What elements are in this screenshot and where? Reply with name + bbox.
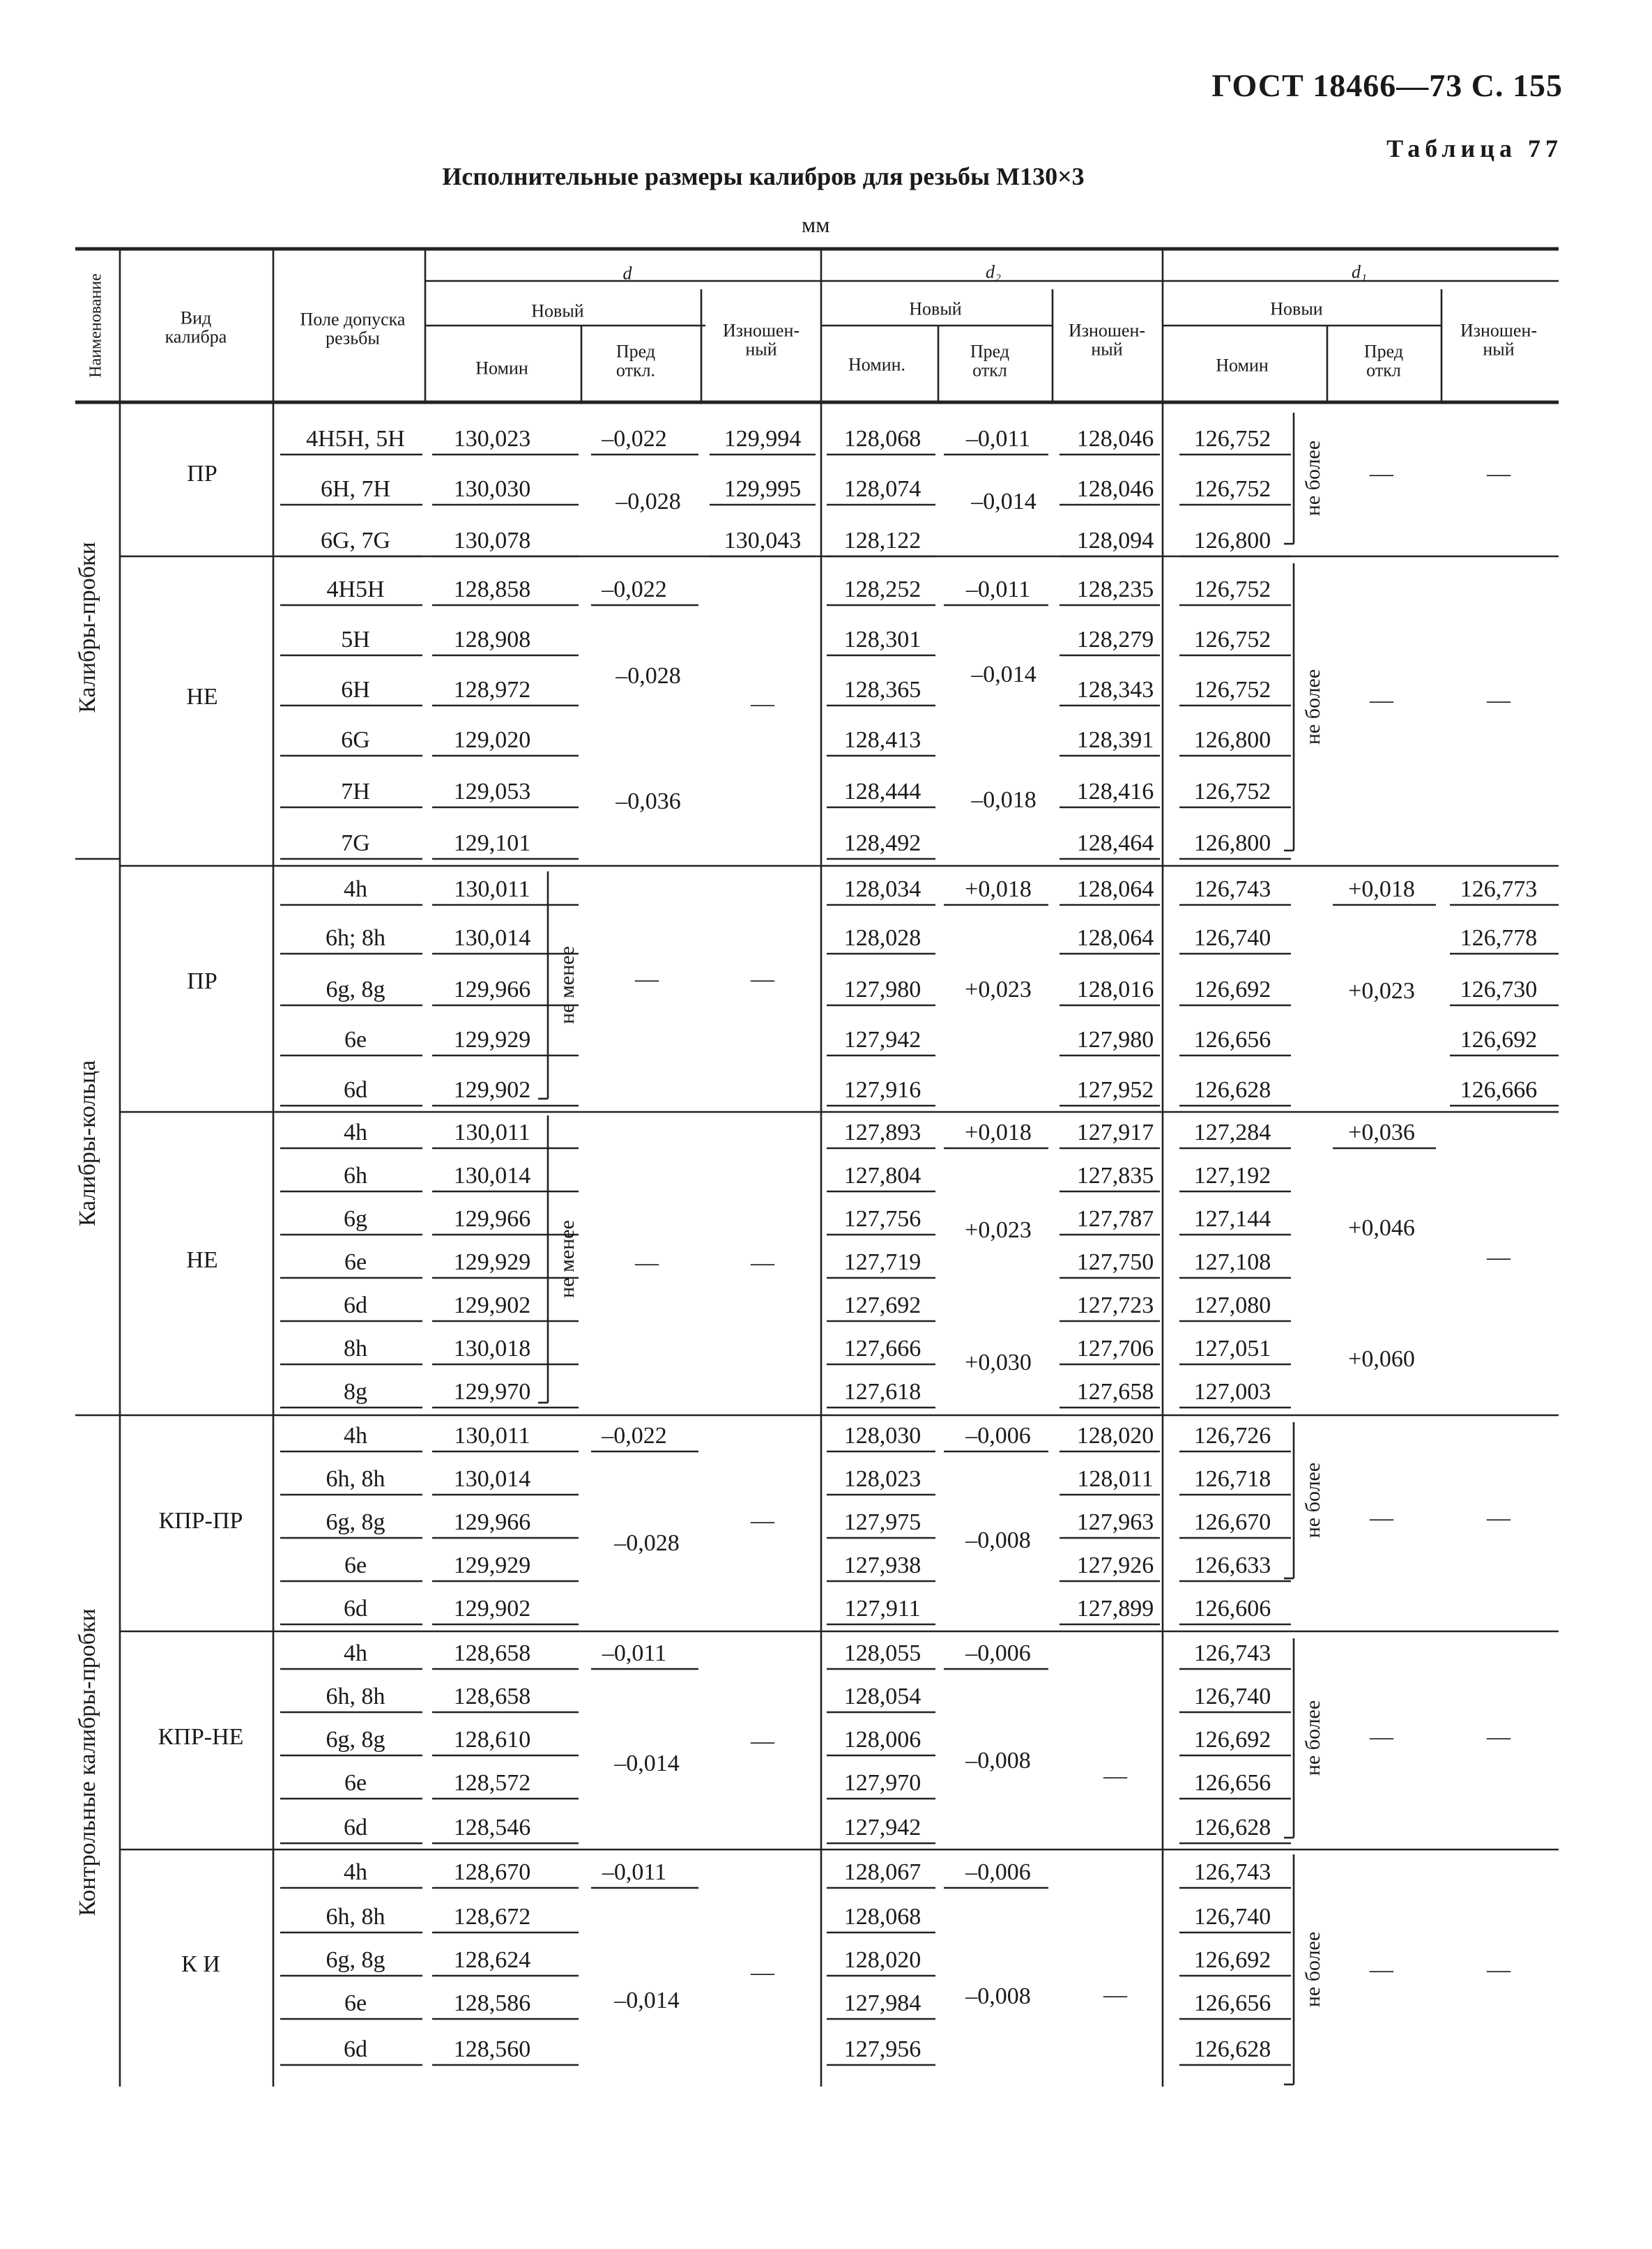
cell-d2-worn: 128,464: [1076, 830, 1154, 856]
group-plugs: Калибры-пробки: [75, 542, 100, 713]
cell-d-nominal: 128,670: [453, 1859, 531, 1885]
cell-d2-nominal: 127,970: [843, 1770, 921, 1796]
cell-d1-nominal: 126,670: [1193, 1509, 1271, 1535]
cell-d2-nominal: 128,252: [843, 577, 921, 602]
header-dev-d2: Пред откл: [970, 341, 1010, 381]
dash-cell: —: [751, 1960, 774, 1985]
cell-tolerance: 6G, 7G: [320, 528, 391, 554]
note-not-less: не менее: [556, 946, 579, 1024]
cell-d2-worn: 127,658: [1076, 1379, 1154, 1405]
cell-d1-worn: 126,730: [1460, 977, 1538, 1002]
cell-d-nominal: 130,011: [454, 1120, 530, 1145]
dash-cell: —: [1103, 1763, 1127, 1789]
cell-d2-worn: 127,952: [1076, 1077, 1154, 1103]
cell-tolerance: 4h: [344, 876, 367, 902]
cell-d-nominal: 129,929: [453, 1249, 531, 1275]
cell-d1-nominal: 126,752: [1193, 627, 1271, 653]
cell-d1-nominal: 126,718: [1193, 1466, 1271, 1492]
cell-d2-worn: 127,706: [1076, 1336, 1154, 1362]
header-tolerance: Поле допуска резьбы: [300, 309, 406, 349]
type-kpr-pr: КПР-ПР: [158, 1508, 243, 1534]
note-not-more: не более: [1301, 1931, 1324, 2008]
cell-d2-nominal: 127,916: [843, 1077, 921, 1103]
cell-d2-dev-merged: +0,023: [965, 977, 1032, 1002]
cell-tolerance: 4h: [344, 1640, 367, 1666]
dash-cell: —: [751, 1250, 774, 1276]
type-pr-plugs: ПР: [187, 461, 217, 487]
cell-d-nominal: 129,053: [453, 779, 531, 805]
cell-d1-dev-merged: +0,023: [1348, 978, 1415, 1004]
cell-d2-nominal: 128,020: [843, 1947, 921, 1973]
dash-cell: —: [1487, 1724, 1510, 1750]
header-d: d: [622, 263, 632, 284]
cell-tolerance: 6d: [344, 1815, 367, 1840]
cell-tolerance: 6h, 8h: [326, 1684, 385, 1709]
cell-d2-nominal: 128,444: [843, 779, 921, 805]
dash-cell: —: [1370, 687, 1393, 713]
cell-d-nominal: 129,902: [453, 1293, 531, 1318]
cell-tolerance: 6g, 8g: [326, 1947, 385, 1973]
cell-d-nominal: 129,902: [453, 1077, 531, 1103]
cell-tolerance: 6g, 8g: [326, 1509, 385, 1535]
cell-d1-nominal: 126,752: [1193, 677, 1271, 703]
cell-d1-nominal: 127,108: [1193, 1249, 1271, 1275]
cell-tolerance: 8h: [344, 1336, 367, 1362]
cell-d2-nominal: 128,006: [843, 1727, 921, 1753]
cell-d-nominal: 129,020: [453, 727, 531, 753]
cell-d1-nominal: 126,752: [1193, 426, 1271, 452]
cell-tolerance: 4H5H: [326, 577, 385, 602]
cell-d2-nominal: 128,055: [843, 1640, 921, 1666]
header-dev-d: Пред откл.: [615, 341, 656, 381]
cell-d2-worn: 127,835: [1076, 1163, 1154, 1189]
type-ki: К И: [181, 1951, 220, 1977]
cell-d-nominal: 130,011: [454, 1423, 530, 1449]
cell-d1-nominal: 127,284: [1193, 1120, 1271, 1145]
cell-d2-worn: 127,723: [1076, 1293, 1154, 1318]
cell-d-nominal: 130,011: [454, 876, 530, 902]
cell-d2-worn: 128,343: [1076, 677, 1154, 703]
cell-d-nominal: 128,908: [453, 627, 531, 653]
cell-tolerance: 6d: [344, 1596, 367, 1622]
cell-d1-nominal: 126,656: [1193, 1770, 1271, 1796]
cell-d2-nominal: 127,666: [843, 1336, 921, 1362]
cell-d2-dev-merged: +0,030: [965, 1350, 1032, 1375]
cell-d-dev: –0,011: [602, 1859, 667, 1885]
gost-header: ГОСТ 18466—73 С. 155: [1211, 68, 1563, 103]
cell-d-nominal: 130,014: [453, 925, 531, 951]
cell-d-nominal: 130,023: [453, 426, 531, 452]
cell-d2-worn: 127,787: [1076, 1206, 1154, 1232]
cell-d2-worn: 128,011: [1077, 1466, 1154, 1492]
cell-d1-dev-merged: +0,060: [1348, 1346, 1415, 1372]
note-not-more: не более: [1301, 669, 1324, 745]
cell-d-nominal: 128,624: [453, 1947, 531, 1973]
cell-d2-dev: +0,018: [965, 1120, 1032, 1145]
header-worn-d: Изношен- ный: [722, 320, 800, 360]
cell-d2-nominal: 127,911: [844, 1596, 921, 1622]
cell-d2-worn: 128,046: [1076, 426, 1154, 452]
cell-d2-nominal: 127,618: [843, 1379, 921, 1405]
cell-d-nominal: 128,858: [453, 577, 531, 602]
cell-tolerance: 6e: [344, 1770, 367, 1796]
cell-d2-nominal: 128,030: [843, 1423, 921, 1449]
cell-d1-worn: 126,778: [1460, 925, 1538, 951]
cell-d1-nominal: 126,800: [1193, 528, 1271, 554]
cell-d2-worn: 128,016: [1076, 977, 1154, 1002]
dash-cell: —: [1103, 1982, 1127, 2008]
dash-cell: —: [751, 966, 774, 992]
cell-tolerance: 6e: [344, 1553, 367, 1578]
note-not-more: не более: [1301, 440, 1324, 517]
cell-d-nominal: 128,586: [453, 1990, 531, 2016]
dash-cell: —: [635, 966, 659, 992]
cell-d2-nominal: 127,956: [843, 2036, 921, 2062]
cell-d2-nominal: 128,492: [843, 830, 921, 856]
cell-d1-dev: +0,036: [1348, 1120, 1415, 1145]
cell-d2-nominal: 128,067: [843, 1859, 921, 1885]
cell-d-nominal: 129,970: [453, 1379, 531, 1405]
cell-d2-worn: 128,094: [1076, 528, 1154, 554]
cell-tolerance: 8g: [344, 1379, 367, 1405]
cell-d2-nominal: 127,692: [843, 1293, 921, 1318]
type-pr-rings: ПР: [187, 968, 217, 994]
cell-d-dev-merged: –0,028: [615, 663, 681, 689]
header-new-d2: Новый: [909, 298, 962, 319]
cell-tolerance: 6e: [344, 1249, 367, 1275]
cell-d2-nominal: 128,074: [843, 476, 921, 502]
cell-d2-nominal: 128,413: [843, 727, 921, 753]
cell-d-worn: 129,995: [724, 476, 802, 502]
cell-d2-nominal: 128,054: [843, 1684, 921, 1709]
dash-cell: —: [751, 691, 774, 717]
cell-d2-worn: 128,391: [1076, 727, 1154, 753]
dash-cell: —: [751, 1728, 774, 1754]
cell-d1-nominal: 126,606: [1193, 1596, 1271, 1622]
cell-d-nominal: 130,030: [453, 476, 531, 502]
dash-cell: —: [635, 1250, 659, 1276]
dash-cell: —: [1487, 1244, 1510, 1270]
cell-d2-nominal: 127,719: [843, 1249, 921, 1275]
cell-d-nominal: 128,560: [453, 2036, 531, 2062]
cell-d-nominal: 130,018: [453, 1336, 531, 1362]
cell-tolerance: 6h, 8h: [326, 1466, 385, 1492]
cell-d1-nominal: 126,740: [1193, 1684, 1271, 1709]
header-nominal-d2: Номин.: [848, 354, 906, 375]
cell-d-dev-merged: –0,028: [614, 1530, 680, 1556]
header-d1: d₁: [1351, 261, 1368, 282]
cell-d2-dev: –0,011: [965, 426, 1031, 452]
cell-d-dev-merged: –0,014: [614, 1988, 680, 2013]
type-ne-rings: НЕ: [186, 1247, 218, 1273]
cell-d2-dev: +0,018: [965, 876, 1032, 902]
cell-d2-nominal: 128,301: [843, 627, 921, 653]
cell-d-nominal: 129,902: [453, 1596, 531, 1622]
cell-d1-nominal: 126,692: [1193, 1947, 1271, 1973]
cell-tolerance: 6d: [344, 2036, 367, 2062]
group-control-plugs: Контрольные калибры-пробки: [75, 1608, 100, 1916]
cell-tolerance: 4H5H, 5H: [306, 426, 405, 452]
cell-d1-nominal: 126,740: [1193, 925, 1271, 951]
cell-d-worn: 129,994: [724, 426, 802, 452]
cell-tolerance: 6g: [344, 1206, 367, 1232]
dash-cell: —: [1370, 1505, 1393, 1531]
cell-d-nominal: 129,929: [453, 1027, 531, 1053]
cell-d-nominal: 128,658: [453, 1640, 531, 1666]
cell-d2-dev-merged: –0,008: [965, 1748, 1031, 1774]
cell-d2-nominal: 128,034: [843, 876, 921, 902]
cell-d2-dev: –0,006: [965, 1640, 1031, 1666]
cell-d2-dev-merged: –0,018: [971, 787, 1037, 813]
cell-tolerance: 4h: [344, 1423, 367, 1449]
cell-d2-dev-merged: –0,014: [971, 662, 1037, 687]
cell-tolerance: 6d: [344, 1077, 367, 1103]
cell-d2-worn: 127,899: [1076, 1596, 1154, 1622]
cell-tolerance: 6h; 8h: [326, 925, 385, 951]
cell-d2-nominal: 128,023: [843, 1466, 921, 1492]
type-kpr-ne: КПР-НЕ: [158, 1724, 244, 1750]
cell-d1-nominal: 126,628: [1193, 2036, 1271, 2062]
cell-d1-nominal: 127,051: [1193, 1336, 1271, 1362]
cell-d-dev-merged: –0,028: [615, 489, 681, 514]
table-title-text: Исполнительные размеры калибров для резьбы М130×3: [442, 162, 1085, 190]
cell-d1-nominal: 126,740: [1193, 1904, 1271, 1930]
cell-d2-nominal: 127,980: [843, 977, 921, 1002]
cell-d1-nominal: 126,726: [1193, 1423, 1271, 1449]
cell-tolerance: 6e: [344, 1990, 367, 2016]
cell-d2-nominal: 127,975: [843, 1509, 921, 1535]
table-number: Таблица 77: [1386, 135, 1563, 162]
cell-d1-nominal: 126,743: [1193, 1859, 1271, 1885]
cell-d1-worn: 126,692: [1460, 1027, 1538, 1053]
cell-d2-worn: 127,917: [1076, 1120, 1154, 1145]
cell-d1-nominal: 126,752: [1193, 577, 1271, 602]
cell-d-nominal: 130,078: [453, 528, 531, 554]
cell-tolerance: 6G: [341, 727, 370, 753]
cell-tolerance: 5H: [341, 627, 370, 653]
cell-d-dev-merged: –0,014: [614, 1751, 680, 1776]
dash-cell: —: [1487, 1957, 1510, 1983]
cell-tolerance: 6H: [341, 677, 370, 703]
header-nominal-d1: Номин: [1216, 355, 1269, 376]
cell-d-dev: –0,022: [602, 1423, 667, 1449]
cell-d1-nominal: 126,692: [1193, 1727, 1271, 1753]
cell-d2-dev: –0,006: [965, 1423, 1031, 1449]
cell-d1-nominal: 126,752: [1193, 779, 1271, 805]
cell-d-nominal: 129,101: [453, 830, 531, 856]
header-type: Вид калибра: [165, 307, 227, 347]
cell-d1-nominal: 126,800: [1193, 830, 1271, 856]
header-dev-d1: Пред откл: [1363, 341, 1404, 381]
cell-d1-dev: +0,018: [1348, 876, 1415, 902]
cell-d-nominal: 128,572: [453, 1770, 531, 1796]
cell-d-nominal: 128,658: [453, 1684, 531, 1709]
cell-d2-dev: –0,006: [965, 1859, 1031, 1885]
dash-cell: —: [1370, 1724, 1393, 1750]
header-new-d1: Новыи: [1270, 298, 1323, 319]
cell-d2-nominal: 128,068: [843, 1904, 921, 1930]
cell-d-dev-merged: –0,036: [615, 788, 681, 814]
note-not-less: не менее: [556, 1220, 579, 1298]
cell-d1-nominal: 127,080: [1193, 1293, 1271, 1318]
cell-tolerance: 4h: [344, 1859, 367, 1885]
cell-d2-nominal: 127,804: [843, 1163, 921, 1189]
cell-d-nominal: 129,966: [453, 1206, 531, 1232]
header-name: Наименование: [86, 273, 105, 378]
cell-d2-nominal: 127,984: [843, 1990, 921, 2016]
unit-label: мм: [802, 212, 830, 237]
cell-d1-worn: 126,666: [1460, 1077, 1538, 1103]
cell-d1-nominal: 126,800: [1193, 727, 1271, 753]
cell-d-nominal: 128,672: [453, 1904, 531, 1930]
cell-tolerance: 6e: [344, 1027, 367, 1053]
dash-cell: —: [1487, 1505, 1510, 1531]
cell-tolerance: 6g, 8g: [326, 977, 385, 1002]
cell-tolerance: 6h: [344, 1163, 367, 1189]
dash-cell: —: [1370, 1957, 1393, 1983]
cell-d1-nominal: 127,144: [1193, 1206, 1271, 1232]
cell-d2-worn: 127,926: [1076, 1553, 1154, 1578]
cell-d2-worn: 127,750: [1076, 1249, 1154, 1275]
cell-d-nominal: 128,546: [453, 1815, 531, 1840]
cell-d-nominal: 130,014: [453, 1163, 531, 1189]
cell-d2-worn: 128,064: [1076, 876, 1154, 902]
cell-d2-worn: 128,279: [1076, 627, 1154, 653]
cell-d1-nominal: 127,192: [1193, 1163, 1271, 1189]
cell-d1-nominal: 126,692: [1193, 977, 1271, 1002]
dash-cell: —: [1487, 461, 1510, 487]
cell-d-nominal: 130,014: [453, 1466, 531, 1492]
cell-d2-nominal: 127,942: [843, 1027, 921, 1053]
cell-d1-nominal: 126,743: [1193, 876, 1271, 902]
cell-d1-nominal: 126,628: [1193, 1815, 1271, 1840]
header-nominal-d: Номин: [475, 358, 528, 379]
cell-tolerance: 6h, 8h: [326, 1904, 385, 1930]
cell-d-nominal: 129,966: [453, 1509, 531, 1535]
cell-d-nominal: 129,966: [453, 977, 531, 1002]
cell-d2-nominal: 127,938: [843, 1553, 921, 1578]
cell-tolerance: 7G: [341, 830, 370, 856]
cell-d-dev: –0,011: [602, 1640, 667, 1666]
cell-d1-nominal: 126,656: [1193, 1027, 1271, 1053]
cell-d2-worn: 128,416: [1076, 779, 1154, 805]
dash-cell: —: [751, 1508, 774, 1534]
note-not-more: не более: [1301, 1462, 1324, 1539]
group-rings: Калибры-кольца: [75, 1060, 100, 1227]
cell-d-nominal: 129,929: [453, 1553, 531, 1578]
cell-d2-nominal: 127,756: [843, 1206, 921, 1232]
cell-d2-dev-merged: –0,014: [971, 489, 1037, 514]
dash-cell: —: [1370, 461, 1393, 487]
cell-d2-nominal: 128,068: [843, 426, 921, 452]
header-worn-d2: Изношен- ный: [1068, 320, 1146, 360]
header-d2: d₂: [985, 261, 1002, 282]
note-not-more: не более: [1301, 1700, 1324, 1776]
cell-d2-worn: 127,980: [1076, 1027, 1154, 1053]
cell-d2-dev: –0,011: [965, 577, 1031, 602]
cell-d1-nominal: 126,633: [1193, 1553, 1271, 1578]
cell-d2-worn: 127,963: [1076, 1509, 1154, 1535]
cell-d1-worn: 126,773: [1460, 876, 1538, 902]
cell-d1-nominal: 126,628: [1193, 1077, 1271, 1103]
cell-d1-dev-merged: +0,046: [1348, 1215, 1415, 1241]
cell-d2-nominal: 128,122: [843, 528, 921, 554]
cell-d-dev: –0,022: [602, 577, 667, 602]
cell-tolerance: 6d: [344, 1293, 367, 1318]
cell-d2-worn: 128,235: [1076, 577, 1154, 602]
cell-d1-nominal: 126,656: [1193, 1990, 1271, 2016]
cell-d2-nominal: 128,365: [843, 677, 921, 703]
cell-tolerance: 7H: [341, 779, 370, 805]
cell-d-nominal: 128,610: [453, 1727, 531, 1753]
cell-tolerance: 6H, 7H: [320, 476, 391, 502]
cell-d2-dev-merged: –0,008: [965, 1527, 1031, 1553]
cell-d-nominal: 128,972: [453, 677, 531, 703]
header-new-d: Новый: [531, 300, 584, 321]
cell-d-dev: –0,022: [602, 426, 667, 452]
cell-d2-dev-merged: –0,008: [965, 1983, 1031, 2009]
cell-d2-worn: 128,046: [1076, 476, 1154, 502]
cell-d1-nominal: 127,003: [1193, 1379, 1271, 1405]
cell-d2-worn: 128,064: [1076, 925, 1154, 951]
cell-d1-nominal: 126,752: [1193, 476, 1271, 502]
header-worn-d1: Изношен- ный: [1460, 320, 1538, 360]
cell-d-worn: 130,043: [724, 528, 802, 554]
cell-d2-nominal: 128,028: [843, 925, 921, 951]
cell-d1-nominal: 126,743: [1193, 1640, 1271, 1666]
cell-d2-nominal: 127,942: [843, 1815, 921, 1840]
type-ne-plugs: НЕ: [186, 684, 218, 710]
cell-d2-dev-merged: +0,023: [965, 1217, 1032, 1243]
cell-tolerance: 4h: [344, 1120, 367, 1145]
cell-d2-nominal: 127,893: [843, 1120, 921, 1145]
cell-tolerance: 6g, 8g: [326, 1727, 385, 1753]
cell-d2-worn: 128,020: [1076, 1423, 1154, 1449]
dash-cell: —: [1487, 687, 1510, 713]
